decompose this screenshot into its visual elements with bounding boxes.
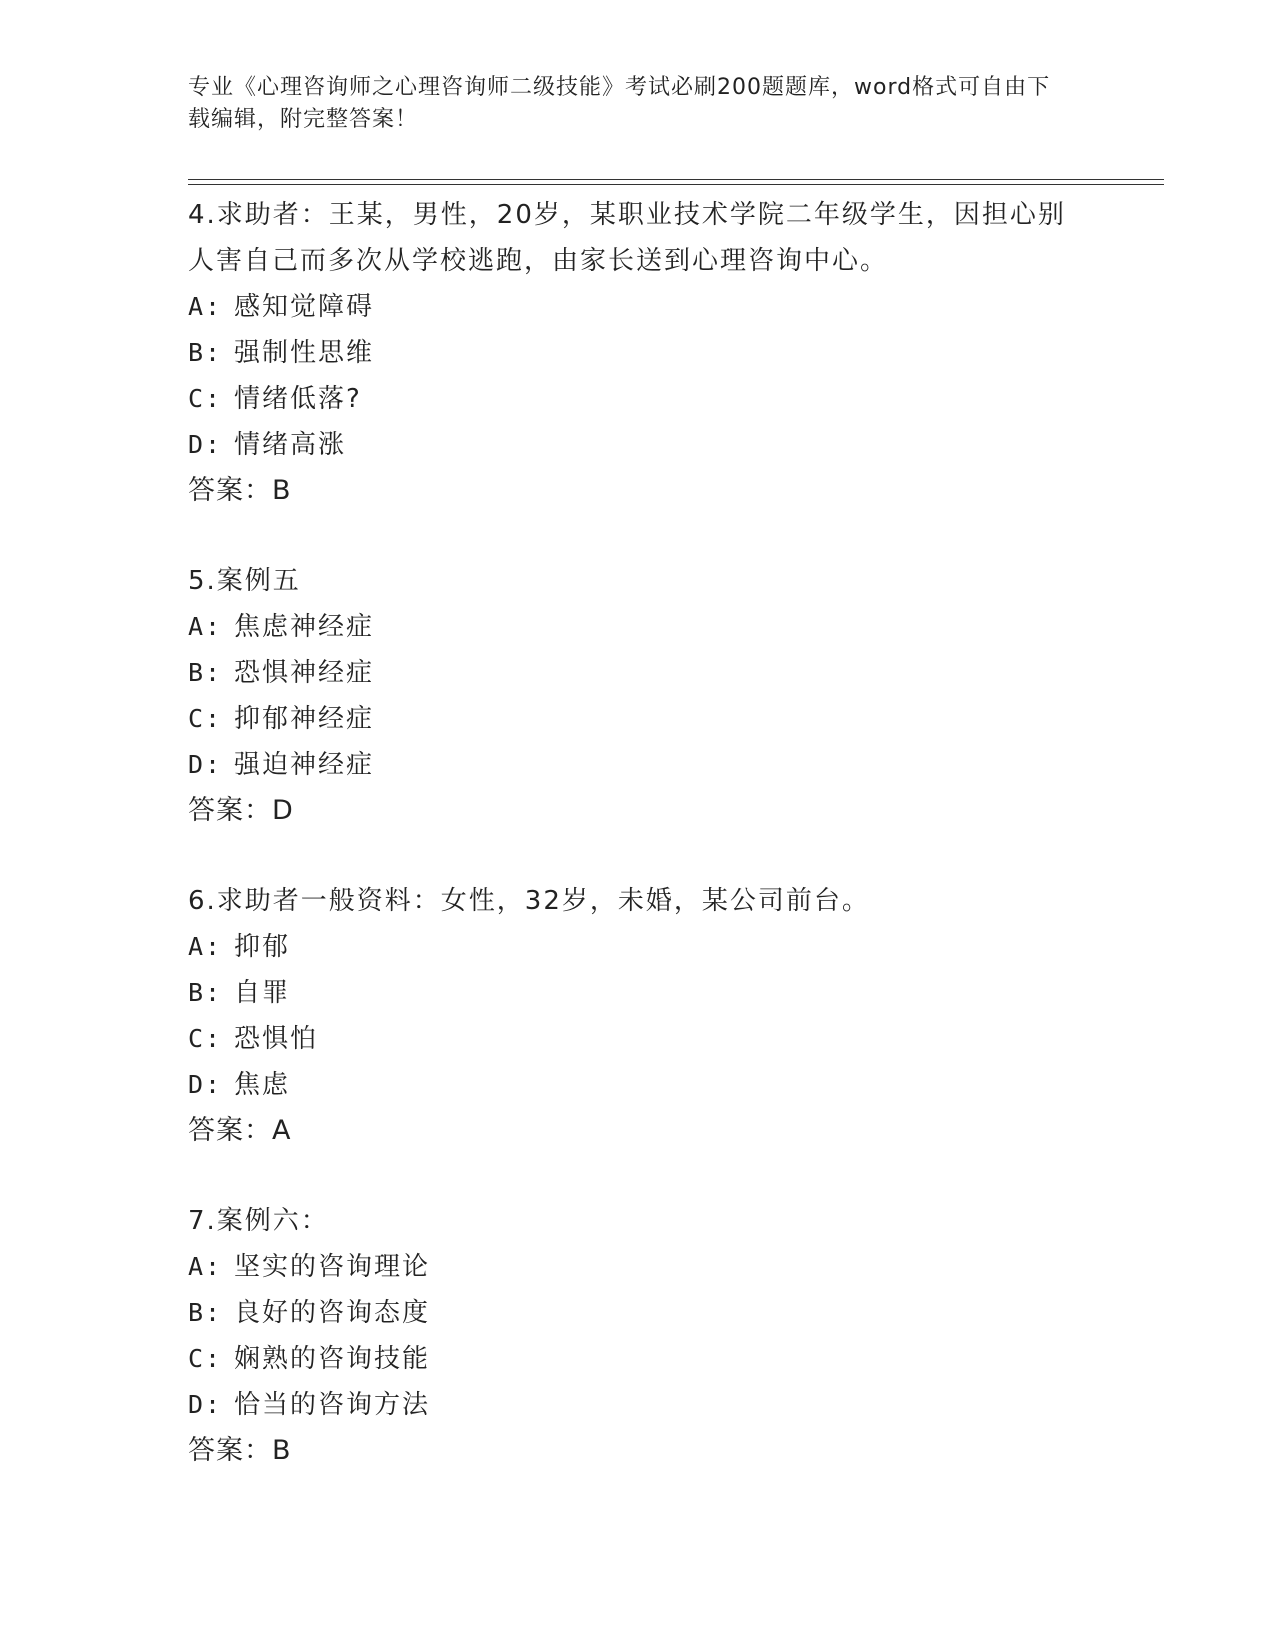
header-divider-bottom [188,184,1164,185]
option-text: 强迫神经症 [234,750,375,780]
answer-line: 答案：B [188,1435,292,1466]
option-key: B: [188,338,223,367]
option-key: D: [188,1070,223,1099]
option-b [188,970,1088,1016]
option-key: C: [188,1344,223,1373]
option-text: 恐惧怕 [234,1024,319,1054]
option-key: D: [188,1390,223,1419]
option-key: D: [188,750,223,779]
option-d [188,1382,1088,1428]
option-key: B: [188,978,223,1007]
option-c [188,376,1088,422]
answer-line: 答案：A [188,1115,292,1146]
option-text: 强制性思维 [234,338,375,368]
answer-line: 答案：B [188,475,292,506]
option-a [188,924,1088,970]
page-header: 专业《心理咨询师之心理咨询师二级技能》考试必刷200题题库，word格式可自由下载编辑，附完整答案！ [188,75,1051,132]
option-key: A: [188,1252,223,1281]
option-text: 抑郁神经症 [234,704,375,734]
option-text: 恐惧神经症 [234,658,375,688]
question-list [188,192,1088,1518]
option-text: 坚实的咨询理论 [234,1252,431,1282]
option-text: 恰当的咨询方法 [234,1390,431,1420]
option-b [188,650,1088,696]
option-key: C: [188,704,223,733]
option-key: D: [188,430,223,459]
option-key: A: [188,612,223,641]
option-text: 情绪高涨 [234,430,347,460]
option-text: 娴熟的咨询技能 [234,1344,431,1374]
option-b [188,330,1088,376]
option-a [188,284,1088,330]
option-c [188,1336,1088,1382]
question-text: 6.求助者一般资料：女性，32岁，未婚，某公司前台。 [188,886,870,916]
option-key: A: [188,292,223,321]
option-b [188,1290,1088,1336]
option-text: 情绪低落? [234,384,362,414]
question-text: 4.求助者：王某，男性，20岁，某职业技术学院二年级学生，因担心别人害自己而多次从学校逃跑，由家长送到心理咨询中心。 [188,200,1066,276]
option-d [188,422,1088,468]
answer-line: 答案：D [188,795,294,826]
question-7 [188,1198,1088,1474]
option-text: 良好的咨询态度 [234,1298,431,1328]
option-text: 自罪 [234,978,291,1008]
option-key: C: [188,384,223,413]
option-text: 抑郁 [234,932,291,962]
question-5 [188,558,1088,834]
option-a [188,604,1088,650]
question-text: 7.案例六： [188,1206,329,1236]
question-6 [188,878,1088,1154]
option-c [188,1016,1088,1062]
option-key: A: [188,932,223,961]
option-c [188,696,1088,742]
option-text: 焦虑神经症 [234,612,375,642]
option-text: 感知觉障碍 [234,292,375,322]
option-key: B: [188,1298,223,1327]
option-key: B: [188,658,223,687]
question-4 [188,192,1088,514]
option-key: C: [188,1024,223,1053]
question-text: 5.案例五 [188,566,301,596]
option-a [188,1244,1088,1290]
header-divider-top [188,179,1164,180]
option-d [188,742,1088,788]
option-text: 焦虑 [234,1070,291,1100]
option-d [188,1062,1088,1108]
